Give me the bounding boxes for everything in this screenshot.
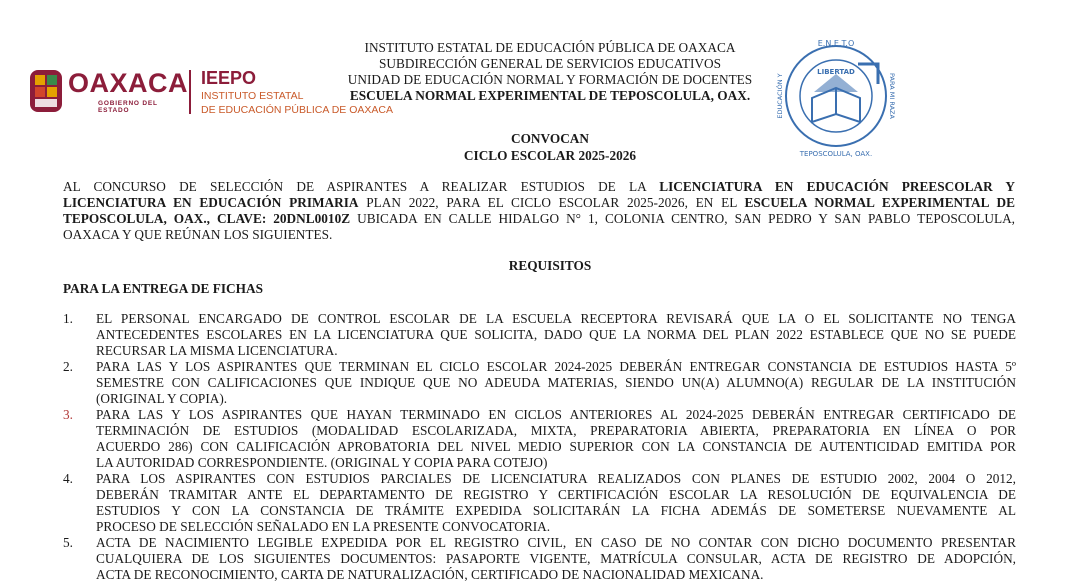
intro-line (63, 179, 1015, 195)
convocan-heading: CONVOCAN (510, 131, 590, 146)
item-line: ACTA DE RECONOCIMIENTO, CARTA DE NATURALIZACIÓN, CERTIFICADO DE NACIONALIDAD MEXICANA. (96, 567, 764, 582)
intro-line (63, 195, 1015, 211)
item-line: PROCESO DE SELECCIÓN SEÑALADO EN LA PRESENTE CONVOCATORIA. (96, 519, 551, 534)
item-line: SEMESTRE CON CALIFICACIONES QUE INDIQUE QUE NO ADEUDA MATERIAS, SIENDO UN(A) ALUMNO(A) REGULAR DE LA INSTITUCIÓN (96, 375, 1016, 390)
intro-text: LICENCIATURA EN EDUCACIÓN PRIMARIA (63, 195, 359, 210)
item-number: 5. (63, 535, 73, 550)
requisitos-heading: REQUISITOS (508, 258, 592, 273)
item-line: ANTECEDENTES ESCOLARES EN LA LICENCIATURA QUE SOLICITA, DADO QUE LA NORMA DEL PLAN 2022 ESTABLECE QUE NO SE PUEDE (96, 327, 1016, 342)
oaxaca-emblem-icon (28, 68, 64, 114)
intro-text: PLAN 2022, PARA EL CICLO ESCOLAR 2025-2026, EN EL (358, 195, 745, 210)
item-line: (ORIGINAL Y COPIA). (96, 391, 228, 406)
header-line-1: INSTITUTO ESTATAL DE EDUCACIÓN PÚBLICA DE OAXACA (364, 40, 736, 55)
intro-text: AL CONCURSO DE SELECCIÓN DE ASPIRANTES A REALIZAR ESTUDIOS DE LA (63, 179, 660, 194)
oaxaca-subtitle: GOBIERNO DEL ESTADO (98, 100, 158, 114)
item-number: 3. (63, 407, 73, 422)
ciclo-heading: CICLO ESCOLAR 2025-2026 (463, 148, 637, 163)
seal-right-text: PARA MI RAZA (888, 73, 896, 119)
item-number: 1. (63, 311, 73, 326)
item-line: ACUERDO 286) CON CALIFICACIÓN APROBATORIA DEL NIVEL MEDIO SUPERIOR CON LA CONSTANCIA DE AUTENTICIDAD EMITIDA POR (96, 439, 1016, 454)
ieepo-line-2: DE EDUCACIÓN PÚBLICA DE OAXACA (201, 104, 393, 116)
item-number: 4. (63, 471, 73, 486)
logo-divider (189, 70, 191, 114)
intro-text: TEPOSCOLULA, OAX., CLAVE: 20DNL0010Z (63, 211, 351, 226)
item-line: RECURSAR LA MISMA LICENCIATURA. (96, 343, 338, 358)
seal-left-text: EDUCACIÓN Y (776, 73, 784, 119)
seal-inner-text: LIBERTAD (817, 68, 855, 76)
oaxaca-logo (28, 66, 188, 116)
item-number: 2. (63, 359, 73, 374)
fichas-heading: PARA LA ENTREGA DE FICHAS (63, 281, 263, 296)
oaxaca-wordmark: OAXACA (68, 68, 189, 98)
header-line-4: ESCUELA NORMAL EXPERIMENTAL DE TEPOSCOLULA, OAX. (349, 88, 751, 103)
intro-text: LICENCIATURA EN EDUCACIÓN PREESCOLAR Y (659, 179, 1015, 194)
intro-text: UBICADA EN CALLE HIDALGO N° 1, COLONIA CENTRO, SAN PEDRO Y SAN PABLO TEPOSCOLULA, (350, 211, 1015, 226)
ieepo-line-1: INSTITUTO ESTATAL (201, 90, 304, 102)
intro-line (63, 211, 1015, 227)
header-line-2: SUBDIRECCIÓN GENERAL DE SERVICIOS EDUCATIVOS (379, 56, 721, 71)
seal-top-text: E.N.E.T.O (817, 39, 855, 48)
item-line: TERMINACIÓN DE ESTUDIOS (MODALIDAD ESCOLARIZADA, MIXTA, PREPARATORIA ABIERTA, PREPARATORIA EN LÍNEA O POR (96, 423, 1016, 438)
header-line-3: UNIDAD DE EDUCACIÓN NORMAL Y FORMACIÓN DE DOCENTES (347, 72, 753, 87)
item-line: PARA LAS Y LOS ASPIRANTES QUE HAYAN TERMINADO EN CICLOS ANTERIORES AL 2024-2025 DEBERÁN ENTREGAR CERTIFICADO DE (96, 407, 1016, 422)
ieepo-wordmark: IEEPO (201, 68, 257, 88)
item-line: ACTA DE NACIMIENTO LEGIBLE EXPEDIDA POR EL REGISTRO CIVIL, EN CASO DE NO CONTAR CON DICHO DOCUMENTO PRESENTAR (96, 535, 1016, 550)
intro-text: OAXACA Y QUE REÚNAN LOS SIGUIENTES. (63, 227, 333, 242)
intro-text: ESCUELA NORMAL EXPERIMENTAL DE (744, 195, 1015, 210)
item-line: CUALQUIERA DE LOS SIGUIENTES DOCUMENTOS: PASAPORTE VIGENTE, MATRÍCULA CONSULAR, ACTA DE REGISTRO DE ADOPCIÓN, (96, 551, 1016, 566)
item-line: ESTUDIOS Y CON LA CONSTANCIA DE TRÁMITE EXPEDIDA SOLICITARÁN LA FICHA ADEMÁS DE SOMETERSE NUEVAMENTE AL (96, 503, 1016, 518)
item-line: DEBERÁN TRAMITAR ANTE EL DEPARTAMENTO DE REGISTRO Y CERTIFICACIÓN ESCOLAR LA RESOLUCIÓN DE EQUIVALENCIA DE (96, 487, 1016, 502)
item-line: PARA LOS ASPIRANTES CON ESTUDIOS PARCIALES DE LICENCIATURA REALIZADOS CON PLANES DE ESTUDIO 2002, 2004 O 2012, (96, 471, 1016, 486)
item-line: EL PERSONAL ENCARGADO DE CONTROL ESCOLAR DE LA ESCUELA RECEPTORA REVISARÁ QUE LA O EL SOLICITANTE NO TENGA (96, 311, 1016, 326)
seal-bottom-text: TEPOSCOLULA, OAX. (799, 150, 873, 158)
item-line: LA AUTORIDAD CORRESPONDIENTE. (ORIGINAL Y COPIA PARA COTEJO) (96, 455, 548, 470)
intro-line (63, 227, 1015, 243)
item-line: PARA LAS Y LOS ASPIRANTES QUE TERMINAN EL CICLO ESCOLAR 2024-2025 DEBERÁN ENTREGAR CONSTANCIA DE ESTUDIOS HASTA 5º (96, 359, 1016, 374)
